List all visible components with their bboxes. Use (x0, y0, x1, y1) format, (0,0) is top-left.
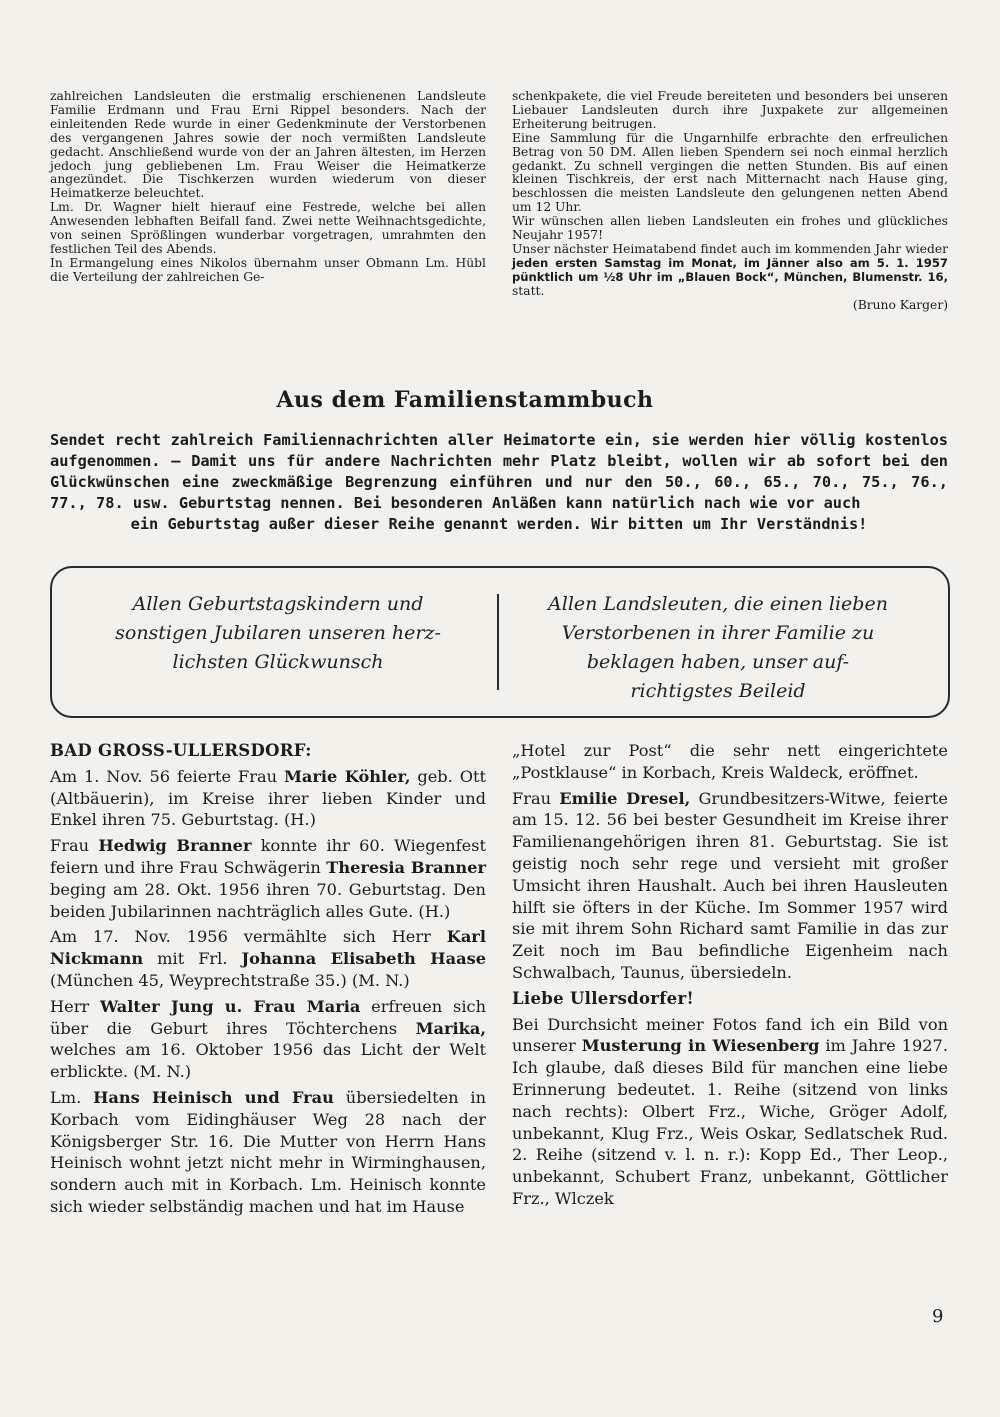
top-right-column (512, 90, 948, 313)
announcement (512, 788, 948, 984)
column-heading: BAD GROSS-ULLERSDORF: (50, 741, 312, 760)
text: geb. Ott (Altbäuerin), im Kreise ihrer lieben Kinder und Enkel ihren 75. Geburtstag. (H.) (50, 766, 487, 830)
text: Grundbesitzers-Witwe, feierte am 15. 12. 56 bei bester Gesundheit im Kreise ihrer Familienangehörigen ihren 81. Geburtstag. Sie ist geistig noch sehr rege und versieht mit großer Umsicht ihren Haushalt. Auch bei ihren Hausleuten hilft sie öfters in der Küche. Im Sommer 1957 wird sie mit ihrem Sohn Richard samt Familie in das zur Zeit noch im Bau befindliche Eigenheim nach Schwalbach, Taunus, übersiedeln. (512, 788, 948, 982)
announcement (50, 835, 486, 922)
section-title: Aus dem Familienstammbuch (276, 387, 654, 413)
text: statt. (512, 283, 545, 298)
paragraph: zahlreichen Landsleuten die erstmalig erschienenen Landsleute Familie Erdmann und Frau Erni Rippel besonders. Nach der einleitenden Rede wurde in einer Gedenkminute der Verstorbenen des vergangenen Jahres sowie der noch vermißten Landsleute gedacht. Anschließend wurde von der an Jahren ältesten, im Herzen jedoch jung gebliebenen Lm. Frau Weiser die Heimatkerze angezündet. Die Tischkerzen wurden wiederum von dieser Heimatkerze beleuchtet. (50, 89, 486, 201)
right-column (512, 740, 948, 1214)
paragraph (512, 243, 948, 299)
announcement: „Hotel zur Post“ die sehr nett eingerichtete „Postklause“ in Korbach, Kreis Waldeck, eröffnet. (512, 741, 948, 782)
emphasis: jeden ersten Samstag im Monat, im Jänner also am 5. 1. 1957 pünktlich um ½8 Uhr im „Blauen Bock“, München, Blumenstr. 16, (512, 255, 948, 284)
page-number: 9 (932, 1306, 944, 1327)
text: Am 1. Nov. 56 feierte Frau (50, 766, 284, 786)
name: Marika, (415, 1018, 486, 1038)
paragraph: schenkpakete, die viel Freude bereiteten und besonders bei unseren Liebauer Landsleuten durch ihre Juxpakete zur allgemeinen Erheiterung beitrugen. (512, 89, 948, 131)
paragraph: Wir wünschen allen lieben Landsleuten ein frohes und glückliches Neujahr 1957! (512, 214, 948, 243)
intro-notice (50, 430, 948, 535)
name: Hedwig Branner (98, 836, 252, 856)
top-left-column (50, 90, 486, 285)
text: Frau (512, 788, 560, 808)
text: welches am 16. Oktober 1956 das Licht der Welt erblickte. (M. N.) (50, 1040, 486, 1082)
announcement (50, 1087, 486, 1218)
name: Karl Nickmann (50, 927, 486, 969)
name: Theresia Branner (326, 857, 486, 877)
text: Herr (50, 996, 100, 1016)
text: Lm. (50, 1087, 94, 1107)
paragraph: In Ermangelung eines Nikolos übernahm unser Obmann Lm. Hübl die Verteilung der zahlreichen Ge- (50, 255, 486, 284)
left-column (50, 740, 486, 1222)
text: Frau (50, 836, 99, 856)
greeting-box (50, 566, 950, 718)
announcement (50, 766, 486, 831)
text: Am 17. Nov. 1956 vermählte sich Herr (50, 927, 447, 947)
intro-text: Sendet recht zahlreich Familiennachrichten aller Heimatorte ein, sie werden hier völlig kostenlos aufgenommen. — Damit uns für andere Nachrichten mehr Platz bleibt, wollen wir ab sofort bei den Glückwünschen eine zweckmäßige Begrenzung einführen und nur den 50., 60., 65., 70., 75., 76., 77., 78. usw. Geburtstag nennen. Bei besonderen Anläßen kann natürlich nach wie vor auch (50, 431, 948, 512)
name: Emilie Dresel, (559, 788, 691, 808)
intro-last-line: ein Geburtstag außer dieser Reihe genannt werden. Wir bitten um Ihr Verständnis! (130, 515, 868, 533)
name: Johanna Elisabeth Haase (241, 949, 486, 969)
signature: (Bruno Karger) (852, 297, 948, 312)
text: im Jahre 1927. Ich glaube, daß dieses Bild für manchen eine liebe Erinnerung bedeutet. 1. Reihe (sitzend von links nach rechts): Olbert Frz., Wiche, Gröger Adolf, unbekannt, Klug Frz., Weis Oskar, Sedlatschek Rud. 2. Reihe (sitzend v. l. n. r.): Kopp Ed., Ther Leop., unbekannt, Schubert Franz, unbekannt, Göttlicher Frz., Wlczek (512, 1036, 948, 1208)
text: erfreuen sich über die Geburt ihres Töchterchens (50, 996, 486, 1038)
announcement (512, 1014, 948, 1210)
name: Walter Jung u. Frau Maria (99, 996, 361, 1016)
announcement (50, 996, 486, 1083)
text: konnte ihr 60. Wiegenfest feiern und ihre Frau Schwägerin (50, 836, 486, 877)
text: beging am 28. Okt. 1956 ihren 70. Geburtstag. Den beiden Jubilarinnen nachträglich alles Gute. (H.) (50, 879, 486, 921)
divider (497, 594, 499, 690)
paragraph: Eine Sammlung für die Ungarnhilfe erbrachte den erfreulichen Betrag von 50 DM. Allen lieben Spendern sei noch einmal herzlich gedankt. Zu schnell vergingen die netten Stunden. Bis auf einen kleinen Tischkreis, der erst nach Mitternacht nach Hause ging, beschlossen die meisten Landsleute den gelungenen netten Abend um 12 Uhr. (512, 130, 948, 215)
name: Marie Köhler, (283, 766, 411, 786)
name: Hans Heinisch und Frau (93, 1087, 334, 1107)
paragraph: Lm. Dr. Wagner hielt hierauf eine Festrede, welche bei allen Anwesenden lebhaften Beifall fand. Zwei nette Weihnachtsgedichte, von seinen Sprößlingen wunderbar vorgetragen, umrahmten den festlichen Teil des Abends. (50, 200, 486, 256)
name: Musterung in Wiesenberg (581, 1036, 820, 1056)
birthday-greeting: Allen Geburtstagskindern und sonstigen Jubilaren unseren herz-lichsten Glückwunsch (115, 593, 441, 673)
column-heading: Liebe Ullersdorfer! (512, 988, 695, 1008)
text: Unser nächster Heimatabend findet auch im kommenden Jahr wieder (512, 241, 948, 256)
text: mit Frl. (143, 949, 242, 969)
condolence-greeting: Allen Landsleuten, die einen lieben Verstorbenen in ihrer Familie zu beklagen haben, unser auf-richtigstes Beileid (548, 593, 888, 702)
text: Bei Durchsicht meiner Fotos fand ich ein Bild von unserer (512, 1014, 948, 1056)
announcement (50, 926, 486, 991)
text: übersiedelten in Korbach vom Eidinghäuser Weg 28 nach der Königsberger Str. 16. Die Mutter von Herrn Hans Heinisch wohnt jetzt nicht mehr in Wirminghausen, sondern auch mit in Korbach. Lm. Heinisch konnte sich wieder selbständig machen und hat im Hause (50, 1087, 487, 1216)
text: (München 45, Weyprechtstraße 35.) (M. N.) (50, 970, 410, 990)
